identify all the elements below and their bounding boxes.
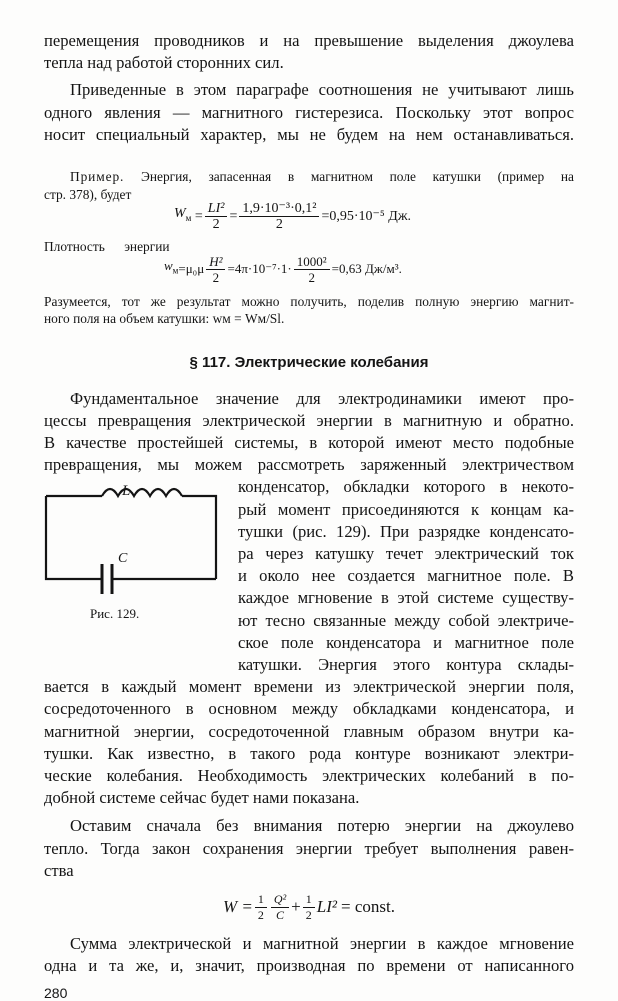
text-line: В качестве простейшей системы, в которой имеют место подобные	[44, 432, 574, 452]
density-label-2: энергии	[124, 239, 170, 255]
formula-term: LI²	[316, 897, 337, 917]
text-line: превращения, мы можем рассмотреть заряженный электричеством	[44, 455, 574, 475]
lc-circuit-diagram	[44, 476, 234, 616]
text-line: добной системе сейчас будет нами показана.	[44, 788, 360, 808]
text-line: ра через катушку течет электрический ток	[238, 543, 574, 563]
text-line: Оставим сначала без внимания потерю энергии на джоулево	[70, 816, 574, 836]
formula-result: =0,95·10⁻⁵ Дж.	[321, 208, 412, 224]
fraction: $\frac{1}{2}$	[303, 892, 315, 923]
fraction: $\frac{\text{1,9·10⁻³·0,1²}}{2}$	[239, 201, 319, 232]
circuit-wire	[46, 496, 102, 579]
text-line: ческие колебания. Необходимость электрических колебаний в по-	[44, 765, 574, 785]
text-line: одного явления — магнитного гистерезиса. Поскольку этот вопрос	[44, 102, 574, 122]
text-line: ства	[44, 860, 74, 880]
text-line: одна и та же, и, значит, производная по времени от написанного	[44, 956, 574, 976]
formula-result: =0,63 Дж/м³.	[331, 261, 402, 277]
fraction: $\frac{\text{Q²}}{C}$	[271, 892, 289, 923]
page-content	[44, 30, 574, 1001]
figure-129	[44, 476, 234, 622]
formula-rhs: = const.	[340, 897, 395, 917]
page-number: 280	[44, 985, 68, 1001]
paragraph-oscillations	[44, 388, 574, 810]
circuit-wire	[182, 496, 216, 579]
text-line: тушки (рис. 129). При разрядке конденсато-	[238, 521, 574, 541]
example-line-2: стр. 378), будет	[44, 186, 132, 202]
paragraph-hysteresis	[44, 79, 574, 146]
text-line: конденсатор, обкладки которого в некото-	[238, 477, 574, 497]
text-line: тепло. Тогда закон сохранения энергии требует выполнения равен-	[44, 838, 574, 858]
text-line: тушки. Как известно, в такого рода контуре возникают электри-	[44, 743, 574, 763]
text-line: тепла над работой сторонних сил.	[44, 53, 284, 73]
formula-lhs: W =	[223, 897, 253, 917]
note-line-2: ного поля на объем катушки: wм = Wм/Sl.	[44, 311, 285, 327]
example-label: Пример.	[70, 169, 125, 185]
fraction: $\frac{1}{2}$	[255, 892, 267, 923]
energy-density-formula: $w_м$ =μ₀μ $\frac{\text{H²}}{2}$ =4π·10⁻⁷·1· $\frac{\text{1000²}}{2}$ =0,63 Дж/м³.	[164, 253, 402, 285]
text-line: катушки. Энергия этого контура склады-	[238, 654, 574, 674]
text-line: Сумма электрической и магнитной энергии в каждое мгновение	[70, 933, 574, 953]
paragraph-conservation	[44, 815, 574, 882]
text-line: каждое мгновение в этой системе существу-	[238, 588, 574, 608]
plus-sign: +	[291, 897, 301, 917]
text-line: вается в каждый момент времени из электрической энергии поля,	[44, 677, 574, 697]
figure-caption: Рис. 129.	[90, 606, 140, 622]
example-block	[44, 168, 574, 328]
section-title: § 117. Электрические колебания	[189, 353, 429, 371]
intro-paragraph	[44, 30, 574, 74]
text-line: носит специальный характер, мы не будем на нем останавливаться.	[44, 124, 574, 144]
text-line: магнитной энергии, сосредоточенной главным образом внутри ка-	[44, 721, 574, 741]
text-line: цессы превращения электрической энергии в магнитную и обратно.	[44, 410, 574, 430]
inductor-label: L	[122, 483, 131, 500]
text-line: сосредоточенного в основном между обкладками конденсатора, и	[44, 699, 574, 719]
density-label: Плотность	[44, 239, 105, 255]
fraction: $\frac{\text{LI²}}{2}$	[205, 201, 228, 232]
magnetic-energy-formula: $W_м$ = $\frac{\text{LI²}}{2}$ = $\frac{\text{1,9·10⁻³·0,1²}}{2}$ =0,95·10⁻⁵ Дж.	[174, 201, 412, 233]
example-line-1	[44, 168, 574, 186]
wrapped-text	[238, 476, 574, 676]
wrapped-block	[44, 476, 574, 676]
formula-lhs: $w_м$	[164, 258, 179, 277]
paragraph-derivative	[44, 933, 574, 977]
formula-lhs: $W_м$	[174, 206, 192, 224]
text-line: Фундаментальное значение для электродинамики имеют про-	[70, 388, 574, 408]
fraction: $\frac{\text{1000²}}{2}$	[294, 254, 330, 285]
text-line: ское поле конденсатора и магнитное поле	[238, 632, 574, 652]
fraction: $\frac{\text{H²}}{2}$	[206, 254, 225, 285]
text-line: Приведенные в этом параграфе соотношения не учитывают лишь	[70, 80, 574, 100]
text-line: рый момент присоединяются к концам ка-	[238, 499, 574, 519]
energy-conservation-formula	[44, 892, 574, 923]
inductor-coil	[102, 489, 182, 496]
text-line: ют тесно связанные между собой электриче-	[238, 610, 574, 630]
capacitor-label: C	[118, 551, 128, 567]
text-line: и около нее создается магнитное поле. В	[238, 566, 574, 586]
example-text: Энергия, запасенная в магнитном поле катушки (пример на	[141, 169, 574, 185]
text-line: перемещения проводников и на превышение выделения джоулева	[44, 31, 574, 50]
note-line-1: Разумеется, тот же результат можно получить, поделив полную энергию магнит-	[44, 293, 574, 309]
